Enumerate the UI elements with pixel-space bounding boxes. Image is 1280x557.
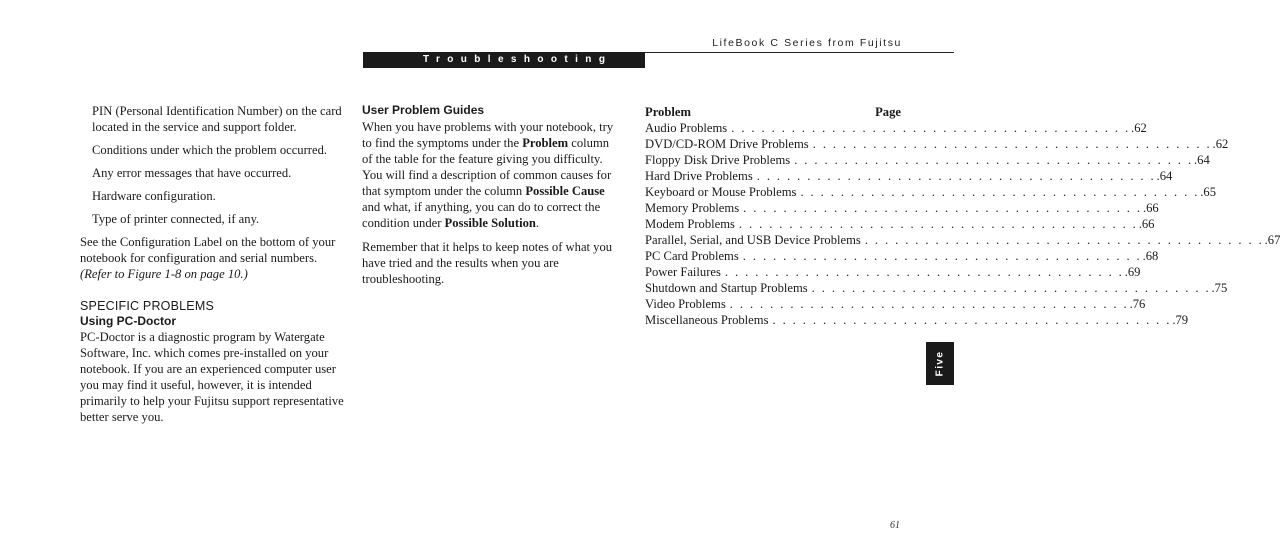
bold-term: Problem — [522, 136, 569, 150]
chapter-tab-label: Five — [934, 350, 946, 377]
info-item: Hardware configuration. — [92, 189, 216, 203]
toc-entry-page: .76 — [1129, 297, 1146, 311]
info-item: Type of printer connected, if any. — [92, 212, 260, 226]
dot-leader: . . . . . . . . . . . . . . . . . . . . . . . . . . . . . . . . . . . . . . . . — [756, 169, 1156, 183]
toc-link-row[interactable] — [645, 152, 1210, 168]
middle-column — [362, 103, 614, 295]
dot-leader: . . . . . . . . . . . . . . . . . . . . . . . . . . . . . . . . . . . . . . . . — [800, 185, 1200, 199]
page-number: 61 — [890, 520, 900, 531]
info-item: Any error messages that have occurred. — [92, 166, 292, 180]
problem-column-label: Problem — [645, 105, 691, 119]
toc-entry-page: .64 — [1156, 169, 1173, 183]
info-item: PIN (Personal Identification Number) on the card located in the service and support folder. — [92, 104, 342, 134]
dot-leader: . . . . . . . . . . . . . . . . . . . . . . . . . . . . . . . . . . . . . . . . — [812, 137, 1212, 151]
toc-entry-title: Audio Problems — [645, 121, 728, 135]
toc-link-row[interactable] — [645, 120, 1147, 136]
info-item: Conditions under which the problem occurred. — [92, 143, 328, 157]
toc-entry-title: Video Problems — [645, 297, 726, 311]
toc-entry-page: .62 — [1131, 121, 1147, 135]
config-paragraph — [80, 234, 345, 282]
section-bar-label: Troubleshooting — [423, 54, 613, 65]
dot-leader: . . . . . . . . . . . . . . . . . . . . . . . . . . . . . . . . . . . . . . . . — [864, 233, 1264, 247]
dot-leader: . . . . . . . . . . . . . . . . . . . . . . . . . . . . . . . . . . . . . . . . — [743, 201, 1142, 215]
toc-entry-title: Modem Problems — [645, 217, 735, 231]
toc-entry-page: .66 — [1142, 201, 1159, 215]
toc-link-row[interactable] — [645, 136, 1229, 152]
text-run: . — [535, 216, 540, 230]
toc-entry-title: PC Card Problems — [645, 249, 739, 263]
text-run: column of the table for the feature giving you difficulty. You will find a description of common causes for that symptom under the column — [362, 136, 612, 198]
toc-link-row[interactable] — [645, 264, 1141, 280]
toc-entry-page: .75 — [1211, 281, 1228, 295]
notes-paragraph: Remember that it helps to keep notes of what you have tried and the results when you are troubleshooting. — [362, 240, 613, 286]
toc-entry-title: Hard Drive Problems — [645, 169, 753, 183]
toc-link-row[interactable] — [645, 296, 1146, 312]
left-column — [80, 103, 345, 425]
toc-link-row[interactable] — [645, 248, 1159, 264]
bold-term: Possible Cause — [525, 184, 605, 198]
toc-entry-page: .62 — [1212, 137, 1229, 151]
toc-entry-page: .68 — [1142, 249, 1159, 263]
toc-entry-title: Shutdown and Startup Problems — [645, 281, 808, 295]
dot-leader: . . . . . . . . . . . . . . . . . . . . . . . . . . . . . . . . . . . . . . . . — [772, 313, 1172, 327]
section-heading: SPECIFIC PROBLEMS — [80, 299, 214, 313]
toc-entry-title: Floppy Disk Drive Problems — [645, 153, 791, 167]
toc-entry-page: .69 — [1124, 265, 1141, 279]
toc-link-row[interactable] — [645, 200, 1159, 216]
toc-entry-page: .67 — [1264, 233, 1280, 247]
dot-leader: . . . . . . . . . . . . . . . . . . . . . . . . . . . . . . . . . . . . . . . . — [811, 281, 1211, 295]
problem-index — [645, 103, 1280, 328]
toc-link-row[interactable] — [645, 232, 1280, 248]
pcdoctor-paragraph: PC-Doctor is a diagnostic program by Watergate Software, Inc. which comes pre-installed on your notebook. If you are an experienced computer user you may find it useful, however, it is intended primarily to help your Fujitsu support representative better serve you. — [80, 330, 344, 424]
toc-entry-page: .66 — [1138, 217, 1155, 231]
running-header-title: LifeBook C Series from Fujitsu — [712, 37, 902, 49]
user-problem-guides-heading: User Problem Guides — [362, 103, 485, 117]
toc-entry-title: Parallel, Serial, and USB Device Problems — [645, 233, 861, 247]
toc-entry-page: .65 — [1200, 185, 1217, 199]
toc-entry-title: Memory Problems — [645, 201, 740, 215]
toc-entry-title: DVD/CD-ROM Drive Problems — [645, 137, 809, 151]
dot-leader: . . . . . . . . . . . . . . . . . . . . . . . . . . . . . . . . . . . . . . . . — [731, 121, 1131, 135]
toc-link-row[interactable] — [645, 168, 1173, 184]
text-run: and what, if anything, you can do to correct the condition under — [362, 200, 601, 230]
dot-leader: . . . . . . . . . . . . . . . . . . . . . . . . . . . . . . . . . . . . . . . . — [742, 249, 1142, 263]
toc-entry-title: Miscellaneous Problems — [645, 313, 769, 327]
toc-link-row[interactable] — [645, 280, 1228, 296]
text-run: When you have problems with your notebook, try to find the symptoms under the — [362, 120, 614, 150]
dot-leader: . . . . . . . . . . . . . . . . . . . . . . . . . . . . . . . . . . . . . . . . — [724, 265, 1124, 279]
toc-entry-title: Keyboard or Mouse Problems — [645, 185, 797, 199]
guides-paragraph — [362, 119, 614, 231]
bold-term: Possible Solution — [444, 216, 536, 230]
toc-entry-page: .79 — [1172, 313, 1189, 327]
dot-leader: . . . . . . . . . . . . . . . . . . . . . . . . . . . . . . . . . . . . . . . . — [794, 153, 1194, 167]
subsection-heading: Using PC-Doctor — [80, 314, 176, 328]
toc-link-row[interactable] — [645, 184, 1217, 200]
page-column-label: Page — [875, 105, 901, 119]
chapter-tab — [926, 342, 954, 385]
toc-entry-page: .64 — [1194, 153, 1210, 167]
figure-reference: (Refer to Figure 1-8 on page 10.) — [80, 267, 248, 281]
section-bar — [363, 52, 645, 68]
toc-link-row[interactable] — [645, 312, 1189, 328]
problem-index-header — [645, 104, 901, 120]
toc-link-row[interactable] — [645, 216, 1155, 232]
dot-leader: . . . . . . . . . . . . . . . . . . . . . . . . . . . . . . . . . . . . . . . . — [729, 297, 1129, 311]
toc-entry-title: Power Failures — [645, 265, 721, 279]
config-text: See the Configuration Label on the bottom of your notebook for configuration and serial numbers. — [80, 235, 336, 265]
problem-index-rows — [645, 120, 1280, 328]
dot-leader: . . . . . . . . . . . . . . . . . . . . . . . . . . . . . . . . . . . . . . . . — [738, 217, 1138, 231]
